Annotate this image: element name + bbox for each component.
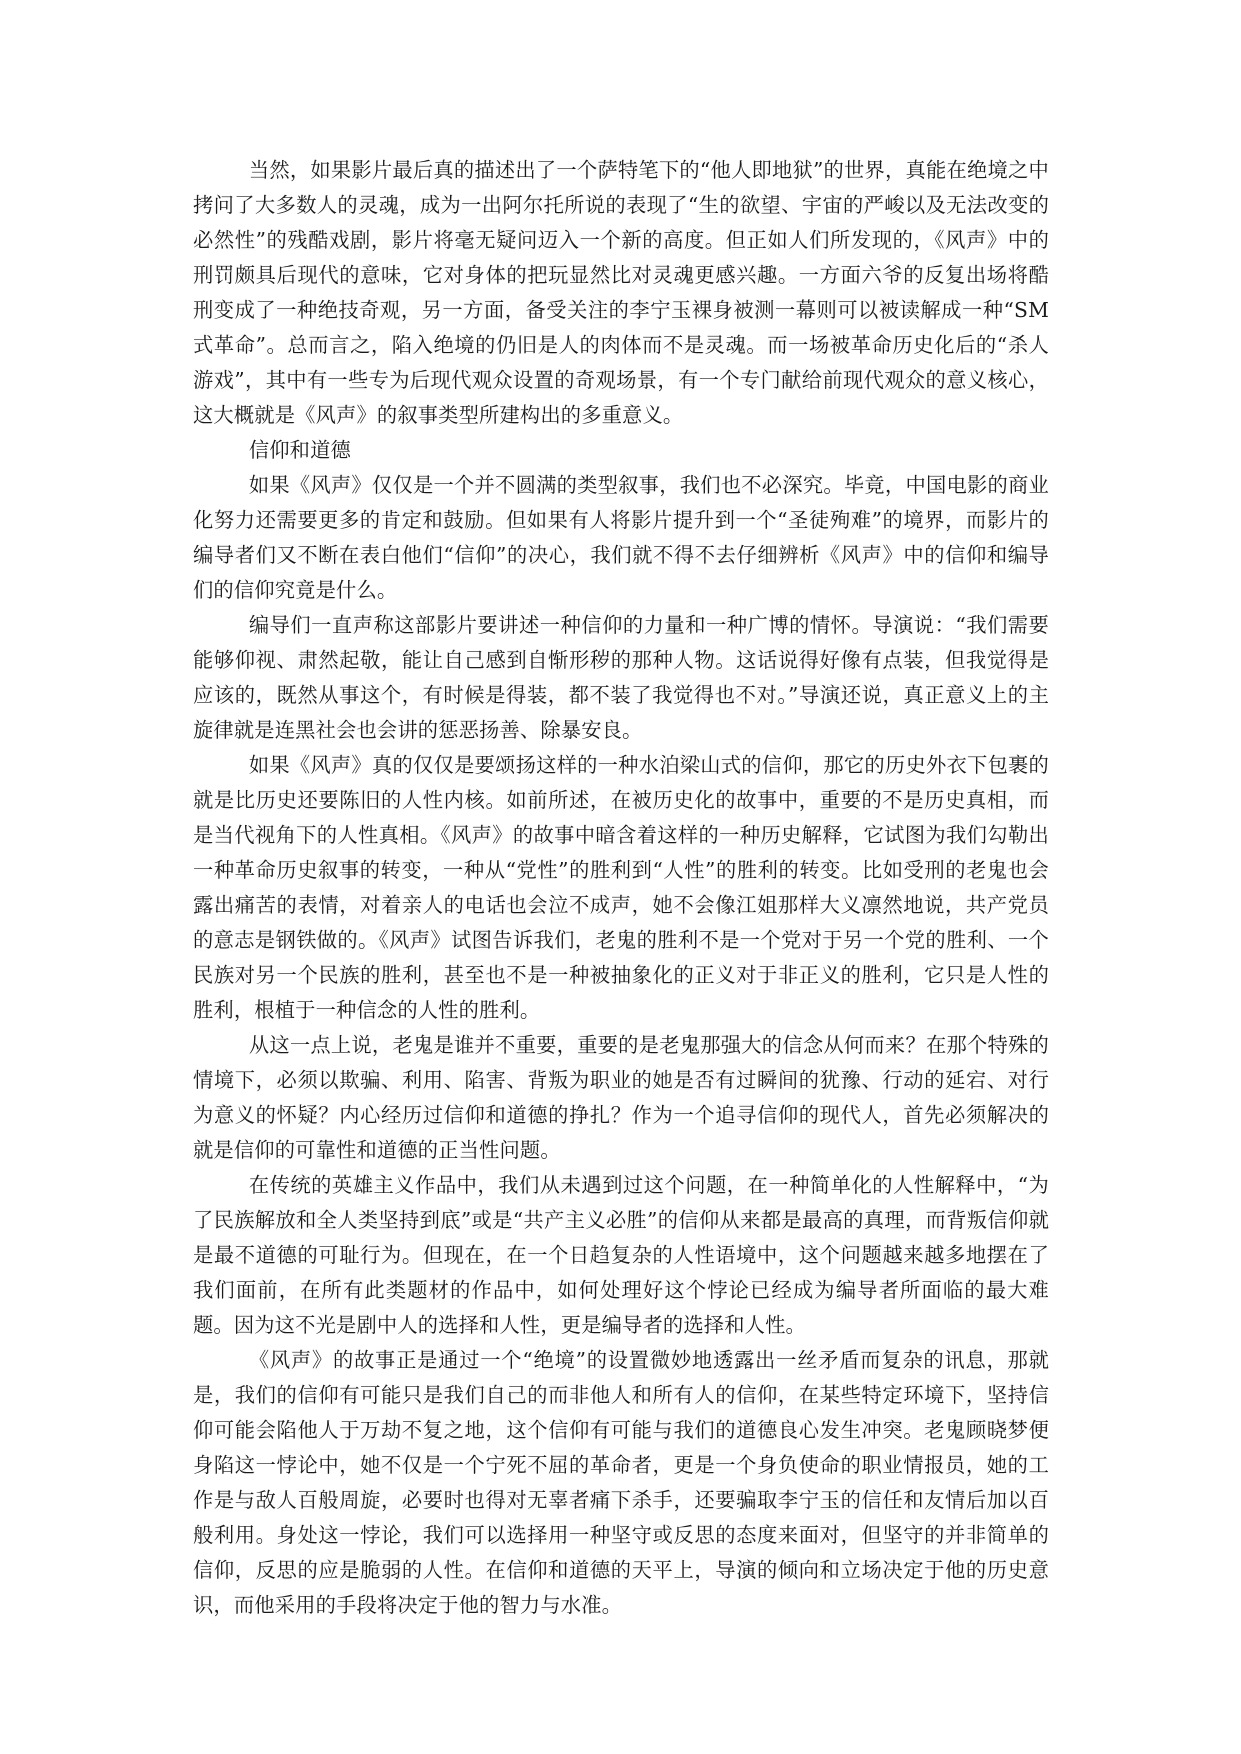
paragraph-5: 从这一点上说，老鬼是谁并不重要，重要的是老鬼那强大的信念从何而来？在那个特殊的情境下，必须以欺骗、利用、陷害、背叛为职业的她是否有过瞬间的犹豫、行动的延宕、对行为意义的怀疑？内心经历过信仰和道德的挣扎？作为一个追寻信仰的现代人，首先必须解决的就是信仰的可靠性和道德的正当性问题。 <box>193 1033 1049 1162</box>
section-heading: 信仰和道德 <box>248 438 351 462</box>
paragraph-6: 在传统的英雄主义作品中，我们从未遇到过这个问题，在一种简单化的人性解释中，“为了民族解放和全人类坚持到底”或是“共产主义必胜”的信仰从来都是最高的真理，而背叛信仰就是最不道德的可耻行为。但现在，在一个日趋复杂的人性语境中，这个问题越来越多地摆在了我们面前，在所有此类题材的作品中，如何处理好这个悖论已经成为编导者所面临的最大难题。因为这不光是剧中人的选择和人性，更是编导者的选择和人性。 <box>193 1173 1049 1337</box>
paragraph-4: 如果《风声》真的仅仅是要颂扬这样的一种水泊梁山式的信仰，那它的历史外衣下包裹的就是比历史还要陈旧的人性内核。如前所述，在被历史化的故事中，重要的不是历史真相，而是当代视角下的人性真相。《风声》的故事中暗含着这样的一种历史解释，它试图为我们勾勒出一种革命历史叙事的转变，一种从“党性”的胜利到“人性”的胜利的转变。比如受刑的老鬼也会露出痛苦的表情，对着亲人的电话也会泣不成声，她不会像江姐那样大义凛然地说，共产党员的意志是钢铁做的。《风声》试图告诉我们，老鬼的胜利不是一个党对于另一个党的胜利、一个民族对另一个民族的胜利，甚至也不是一种被抽象化的正义对于非正义的胜利，它只是人性的胜利，根植于一种信念的人性的胜利。 <box>193 753 1049 1022</box>
article-body <box>193 153 1049 1623</box>
paragraph-intro: 当然，如果影片最后真的描述出了一个萨特笔下的“他人即地狱”的世界，真能在绝境之中拷问了大多数人的灵魂，成为一出阿尔托所说的表现了“生的欲望、宇宙的严峻以及无法改变的必然性”的残酷戏剧，影片将毫无疑问迈入一个新的高度。但正如人们所发现的，《风声》中的刑罚颇具后现代的意味，它对身体的把玩显然比对灵魂更感兴趣。一方面六爷的反复出场将酷刑变成了一种绝技奇观，另一方面，备受关注的李宁玉裸身被测一幕则可以被读解成一种“SM式革命”。总而言之，陷入绝境的仍旧是人的肉体而不是灵魂。而一场被革命历史化后的“杀人游戏”，其中有一些专为后现代观众设置的奇观场景，有一个专门献给前现代观众的意义核心，这大概就是《风声》的叙事类型所建构出的多重意义。 <box>193 158 1049 427</box>
paragraph-3: 编导们一直声称这部影片要讲述一种信仰的力量和一种广博的情怀。导演说：“我们需要能够仰视、肃然起敬，能让自己感到自惭形秽的那种人物。这话说得好像有点装，但我觉得是应该的，既然从事这个，有时候是得装，都不装了我觉得也不对。”导演还说，真正意义上的主旋律就是连黑社会也会讲的惩恶扬善、除暴安良。 <box>193 613 1049 742</box>
paragraph-7: 《风声》的故事正是通过一个“绝境”的设置微妙地透露出一丝矛盾而复杂的讯息，那就是，我们的信仰有可能只是我们自己的而非他人和所有人的信仰，在某些特定环境下，坚持信仰可能会陷他人于万劫不复之地，这个信仰有可能与我们的道德良心发生冲突。老鬼顾晓梦便身陷这一悖论中，她不仅是一个宁死不屈的革命者，更是一个身负使命的职业情报员，她的工作是与敌人百般周旋，必要时也得对无辜者痛下杀手，还要骗取李宁玉的信任和友情后加以百般利用。身处这一悖论，我们可以选择用一种坚守或反思的态度来面对，但坚守的并非简单的信仰，反思的应是脆弱的人性。在信仰和道德的天平上，导演的倾向和立场决定于他的历史意识，而他采用的手段将决定于他的智力与水准。 <box>193 1348 1049 1617</box>
paragraph-2: 如果《风声》仅仅是一个并不圆满的类型叙事，我们也不必深究。毕竟，中国电影的商业化努力还需要更多的肯定和鼓励。但如果有人将影片提升到一个“圣徒殉难”的境界，而影片的编导者们又不断在表白他们“信仰”的决心，我们就不得不去仔细辨析《风声》中的信仰和编导们的信仰究竟是什么。 <box>193 473 1049 602</box>
